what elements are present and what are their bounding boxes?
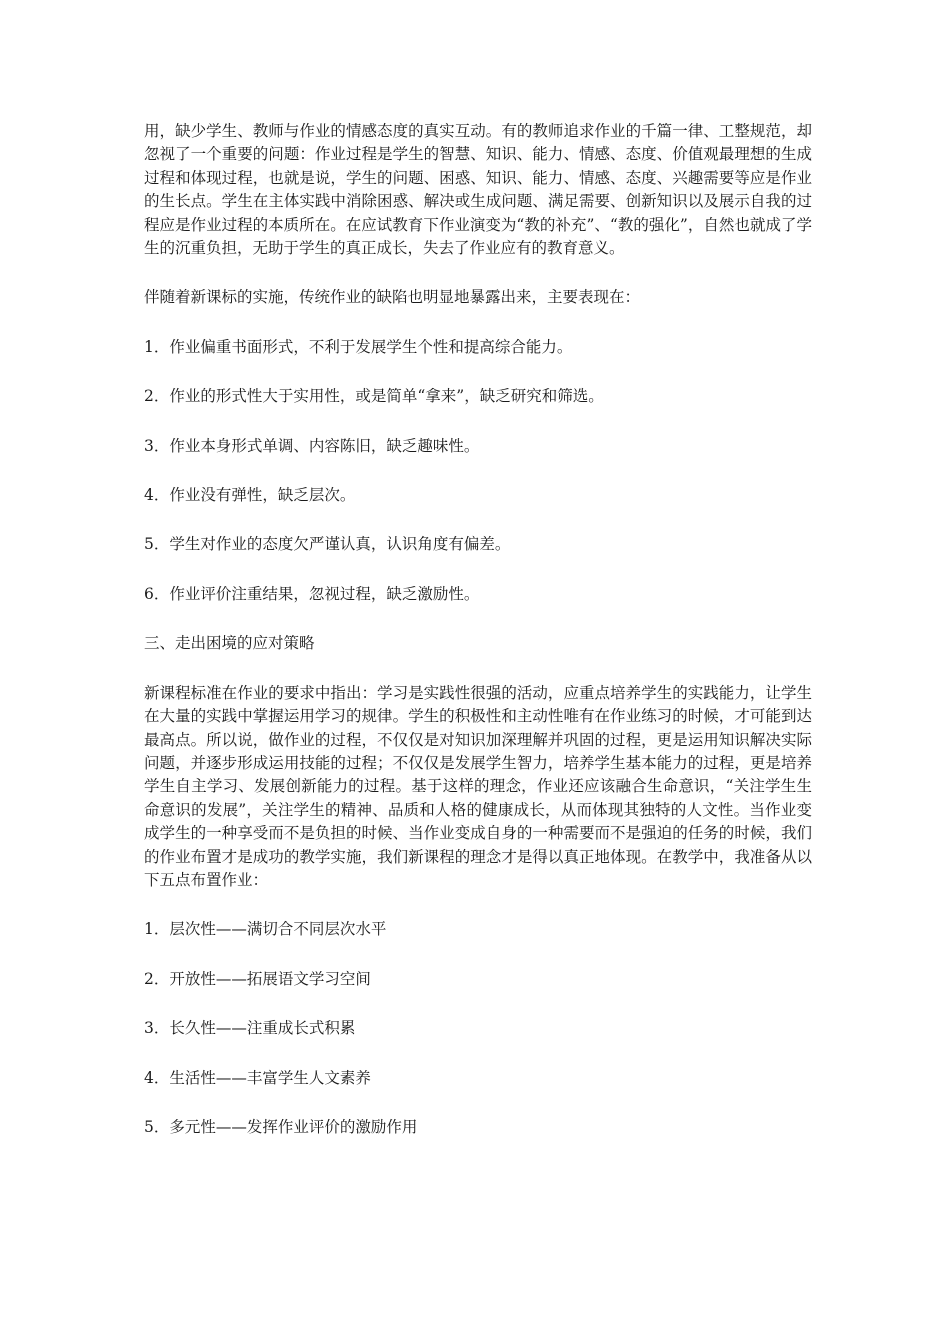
section-heading: 三、走出困境的应对策略 xyxy=(144,634,315,653)
list-item: 3．作业本身形式单调、内容陈旧，缺乏趣味性。 xyxy=(144,436,480,455)
list-item: 2．作业的形式性大于实用性，或是简单“拿来”，缺乏研究和筛选。 xyxy=(144,387,604,406)
list-item: 4．生活性——丰富学生人文素养 xyxy=(144,1068,371,1087)
list-item: 5．学生对作业的态度欠严谨认真，认识角度有偏差。 xyxy=(144,535,511,554)
defects-list xyxy=(144,336,812,606)
list-item: 5．多元性——发挥作业评价的激励作用 xyxy=(144,1117,418,1136)
list-item: 6．作业评价注重结果，忽视过程，缺乏激励性。 xyxy=(144,584,480,603)
strategies-list xyxy=(144,918,812,1139)
list-item: 4．作业没有弹性，缺乏层次。 xyxy=(144,486,356,505)
list-item: 1．作业偏重书面形式，不利于发展学生个性和提高综合能力。 xyxy=(144,337,573,356)
document-page xyxy=(144,120,812,1165)
paragraph-intro-continued: 用，缺少学生、教师与作业的情感态度的真实互动。有的教师追求作业的千篇一律、工整规范，却忽视了一个重要的问题：作业过程是学生的智慧、知识、能力、情感、态度、价值观最理想的生成过程和体现过程，也就是说，学生的问题、困惑、知识、能力、情感、态度、兴趣需要等应是作业的生长点。学生在主体实践中消除困惑、解决或生成问题、满足需要、创新知识以及展示自我的过程应是作业过程的本质所在。在应试教育下作业演变为“教的补充”、“教的强化”，自然也就成了学生的沉重负担，无助于学生的真正成长，失去了作业应有的教育意义。 xyxy=(144,122,812,258)
paragraph-defects-intro: 伴随着新课标的实施，传统作业的缺陷也明显地暴露出来，主要表现在： xyxy=(144,288,641,307)
list-item: 1．层次性——满切合不同层次水平 xyxy=(144,920,387,939)
list-item: 2．开放性——拓展语文学习空间 xyxy=(144,969,371,988)
list-item: 3．长久性——注重成长式积累 xyxy=(144,1019,356,1038)
paragraph-strategy-body: 新课程标准在作业的要求中指出：学习是实践性很强的活动，应重点培养学生的实践能力，让学生在大量的实践中掌握运用学习的规律。学生的积极性和主动性唯有在作业练习的时候，才可能到达最高点。所以说，做作业的过程，不仅仅是对知识加深理解并巩固的过程，更是运用知识解决实际问题，并逐步形成运用技能的过程；不仅仅是发展学生智力，培养学生基本能力的过程，更是培养学生自主学习、发展创新能力的过程。基于这样的理念，作业还应该融合生命意识，“关注学生生命意识的发展”，关注学生的精神、品质和人格的健康成长，从而体现其独特的人文性。当作业变成学生的一种享受而不是负担的时候、当作业变成自身的一种需要而不是强迫的任务的时候，我们的作业布置才是成功的教学实施，我们新课程的理念才是得以真正地体现。在教学中，我准备从以下五点布置作业： xyxy=(144,683,812,889)
